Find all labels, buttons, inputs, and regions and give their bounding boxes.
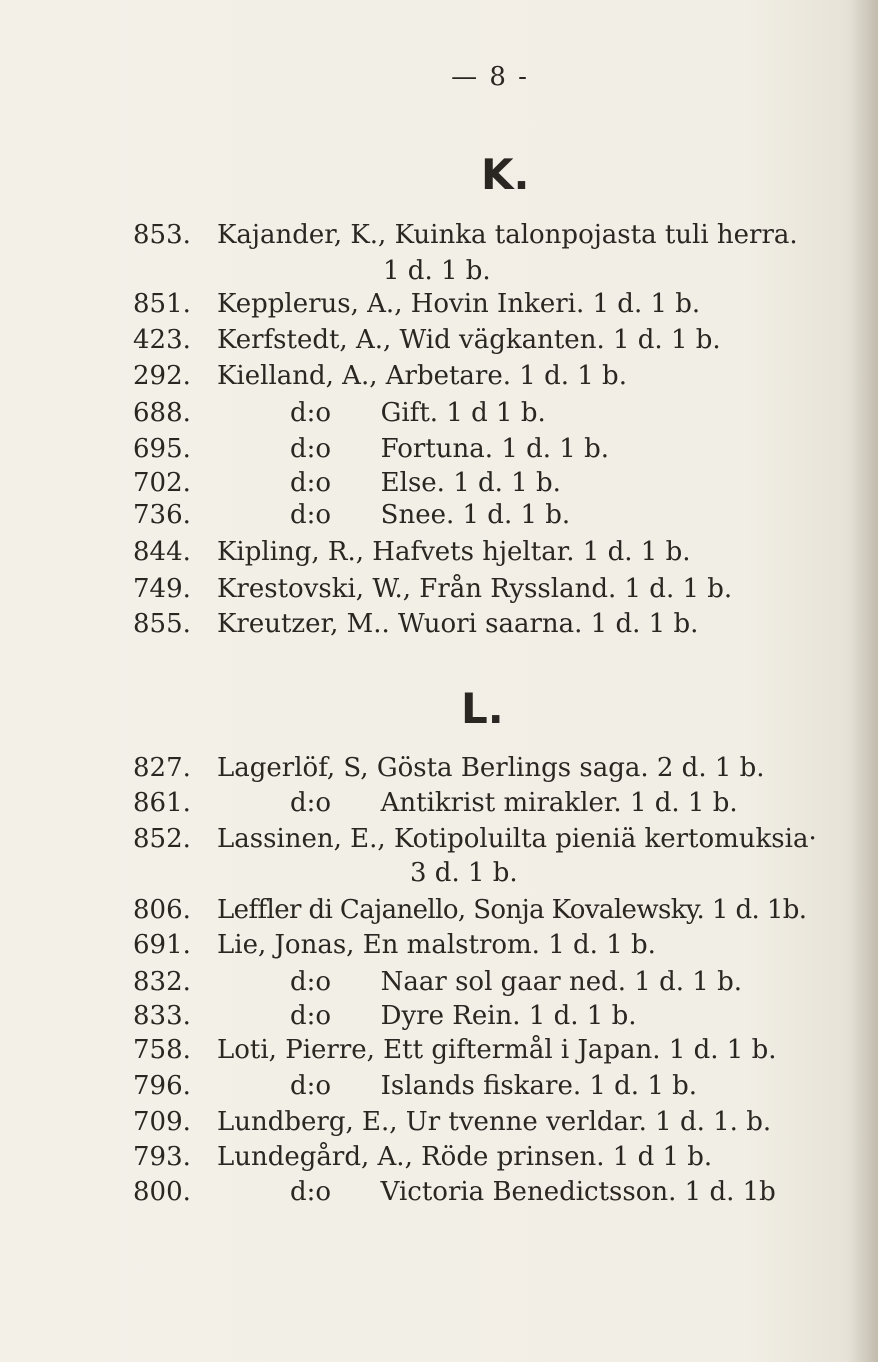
catalog-entry xyxy=(0,1177,878,1213)
catalog-entry-continuation xyxy=(0,858,878,894)
entry-text: Lie, Jonas, En malstrom. 1 d. 1 b. xyxy=(217,930,656,960)
entry-number: 861. xyxy=(133,788,191,818)
entry-text: 1 d. 1 b. xyxy=(383,256,491,286)
entry-text: Krestovski, W., Från Ryssland. 1 d. 1 b. xyxy=(217,574,733,604)
entry-number: 806. xyxy=(133,895,191,925)
entry-number: 691. xyxy=(133,930,191,960)
entry-text: Kielland, A., Arbetare. 1 d. 1 b. xyxy=(217,361,627,391)
entry-number: 852. xyxy=(133,824,191,854)
entry-text: Kipling, R., Hafvets hjeltar. 1 d. 1 b. xyxy=(217,537,691,567)
catalog-entry xyxy=(0,537,878,573)
entry-text: Leffler di Cajanello, Sonja Kovalewsky. 1 d. 1b. xyxy=(217,895,807,925)
entry-number: 423. xyxy=(133,325,191,355)
entry-text: Lundberg, E., Ur tvenne verldar. 1 d. 1. b. xyxy=(217,1107,772,1137)
entry-text: d:o Gift. 1 d 1 b. xyxy=(290,398,546,428)
catalog-entry xyxy=(0,398,878,434)
entry-number: 851. xyxy=(133,289,191,319)
entry-text: d:o Fortuna. 1 d. 1 b. xyxy=(290,434,610,464)
entry-text: d:o Else. 1 d. 1 b. xyxy=(290,468,561,498)
entry-number: 832. xyxy=(133,967,191,997)
catalog-entry xyxy=(0,361,878,397)
entry-text: 3 d. 1 b. xyxy=(410,858,518,888)
entry-number: 695. xyxy=(133,434,191,464)
entry-number: 855. xyxy=(133,609,191,639)
catalog-entry xyxy=(0,967,878,1003)
catalog-entry xyxy=(0,220,878,256)
catalog-entry-continuation xyxy=(0,256,878,292)
entry-number: 800. xyxy=(133,1177,191,1207)
catalog-entry xyxy=(0,930,878,966)
entry-text: d:o Snee. 1 d. 1 b. xyxy=(290,500,571,530)
entry-text: Loti, Pierre, Ett giftermål i Japan. 1 d. 1 b. xyxy=(217,1035,777,1065)
catalog-entry xyxy=(0,609,878,645)
entry-text: d:o Victoria Benedictsson. 1 d. 1b xyxy=(290,1177,776,1207)
entry-text: Kerfstedt, A., Wid vägkanten. 1 d. 1 b. xyxy=(217,325,721,355)
entry-number: 853. xyxy=(133,220,191,250)
entry-text: d:o Islands fiskare. 1 d. 1 b. xyxy=(290,1071,698,1101)
entry-text: Kepplerus, A., Hovin Inkeri. 1 d. 1 b. xyxy=(217,289,701,319)
catalog-entry xyxy=(0,1071,878,1107)
entry-number: 758. xyxy=(133,1035,191,1065)
catalog-entry xyxy=(0,1107,878,1143)
entry-number: 793. xyxy=(133,1142,191,1172)
entry-number: 736. xyxy=(133,500,191,530)
section-heading-l: L. xyxy=(461,684,504,733)
catalog-entry xyxy=(0,824,878,860)
entry-number: 844. xyxy=(133,537,191,567)
entry-number: 827. xyxy=(133,753,191,783)
catalog-entry xyxy=(0,325,878,361)
entry-number: 702. xyxy=(133,468,191,498)
entry-text: Lassinen, E., Kotipoluilta pieniä kertomuksia· xyxy=(217,824,817,854)
entry-number: 833. xyxy=(133,1001,191,1031)
entry-text: Kajander, K., Kuinka talonpojasta tuli herra. xyxy=(217,220,798,250)
entry-number: 688. xyxy=(133,398,191,428)
entry-text: Lagerlöf, S, Gösta Berlings saga. 2 d. 1 b. xyxy=(217,753,765,783)
catalog-entry xyxy=(0,1035,878,1071)
catalog-entry xyxy=(0,1142,878,1178)
catalog-entry xyxy=(0,753,878,789)
entry-text: Kreutzer, M.. Wuori saarna. 1 d. 1 b. xyxy=(217,609,699,639)
section-heading-k: K. xyxy=(481,150,530,199)
catalog-entry xyxy=(0,289,878,325)
entry-text: Lundegård, A., Röde prinsen. 1 d 1 b. xyxy=(217,1142,713,1172)
entry-number: 796. xyxy=(133,1071,191,1101)
catalog-entry xyxy=(0,895,878,931)
page-number: — 8 - xyxy=(451,62,529,92)
entry-text: d:o Naar sol gaar ned. 1 d. 1 b. xyxy=(290,967,743,997)
entry-text: d:o Antikrist mirakler. 1 d. 1 b. xyxy=(290,788,738,818)
catalog-entry xyxy=(0,434,878,470)
catalog-entry xyxy=(0,1001,878,1037)
entry-number: 709. xyxy=(133,1107,191,1137)
entry-text: d:o Dyre Rein. 1 d. 1 b. xyxy=(290,1001,637,1031)
catalog-entry xyxy=(0,788,878,824)
catalog-entry xyxy=(0,574,878,610)
catalog-entry xyxy=(0,500,878,536)
entry-number: 292. xyxy=(133,361,191,391)
entry-number: 749. xyxy=(133,574,191,604)
catalog-entry xyxy=(0,468,878,504)
